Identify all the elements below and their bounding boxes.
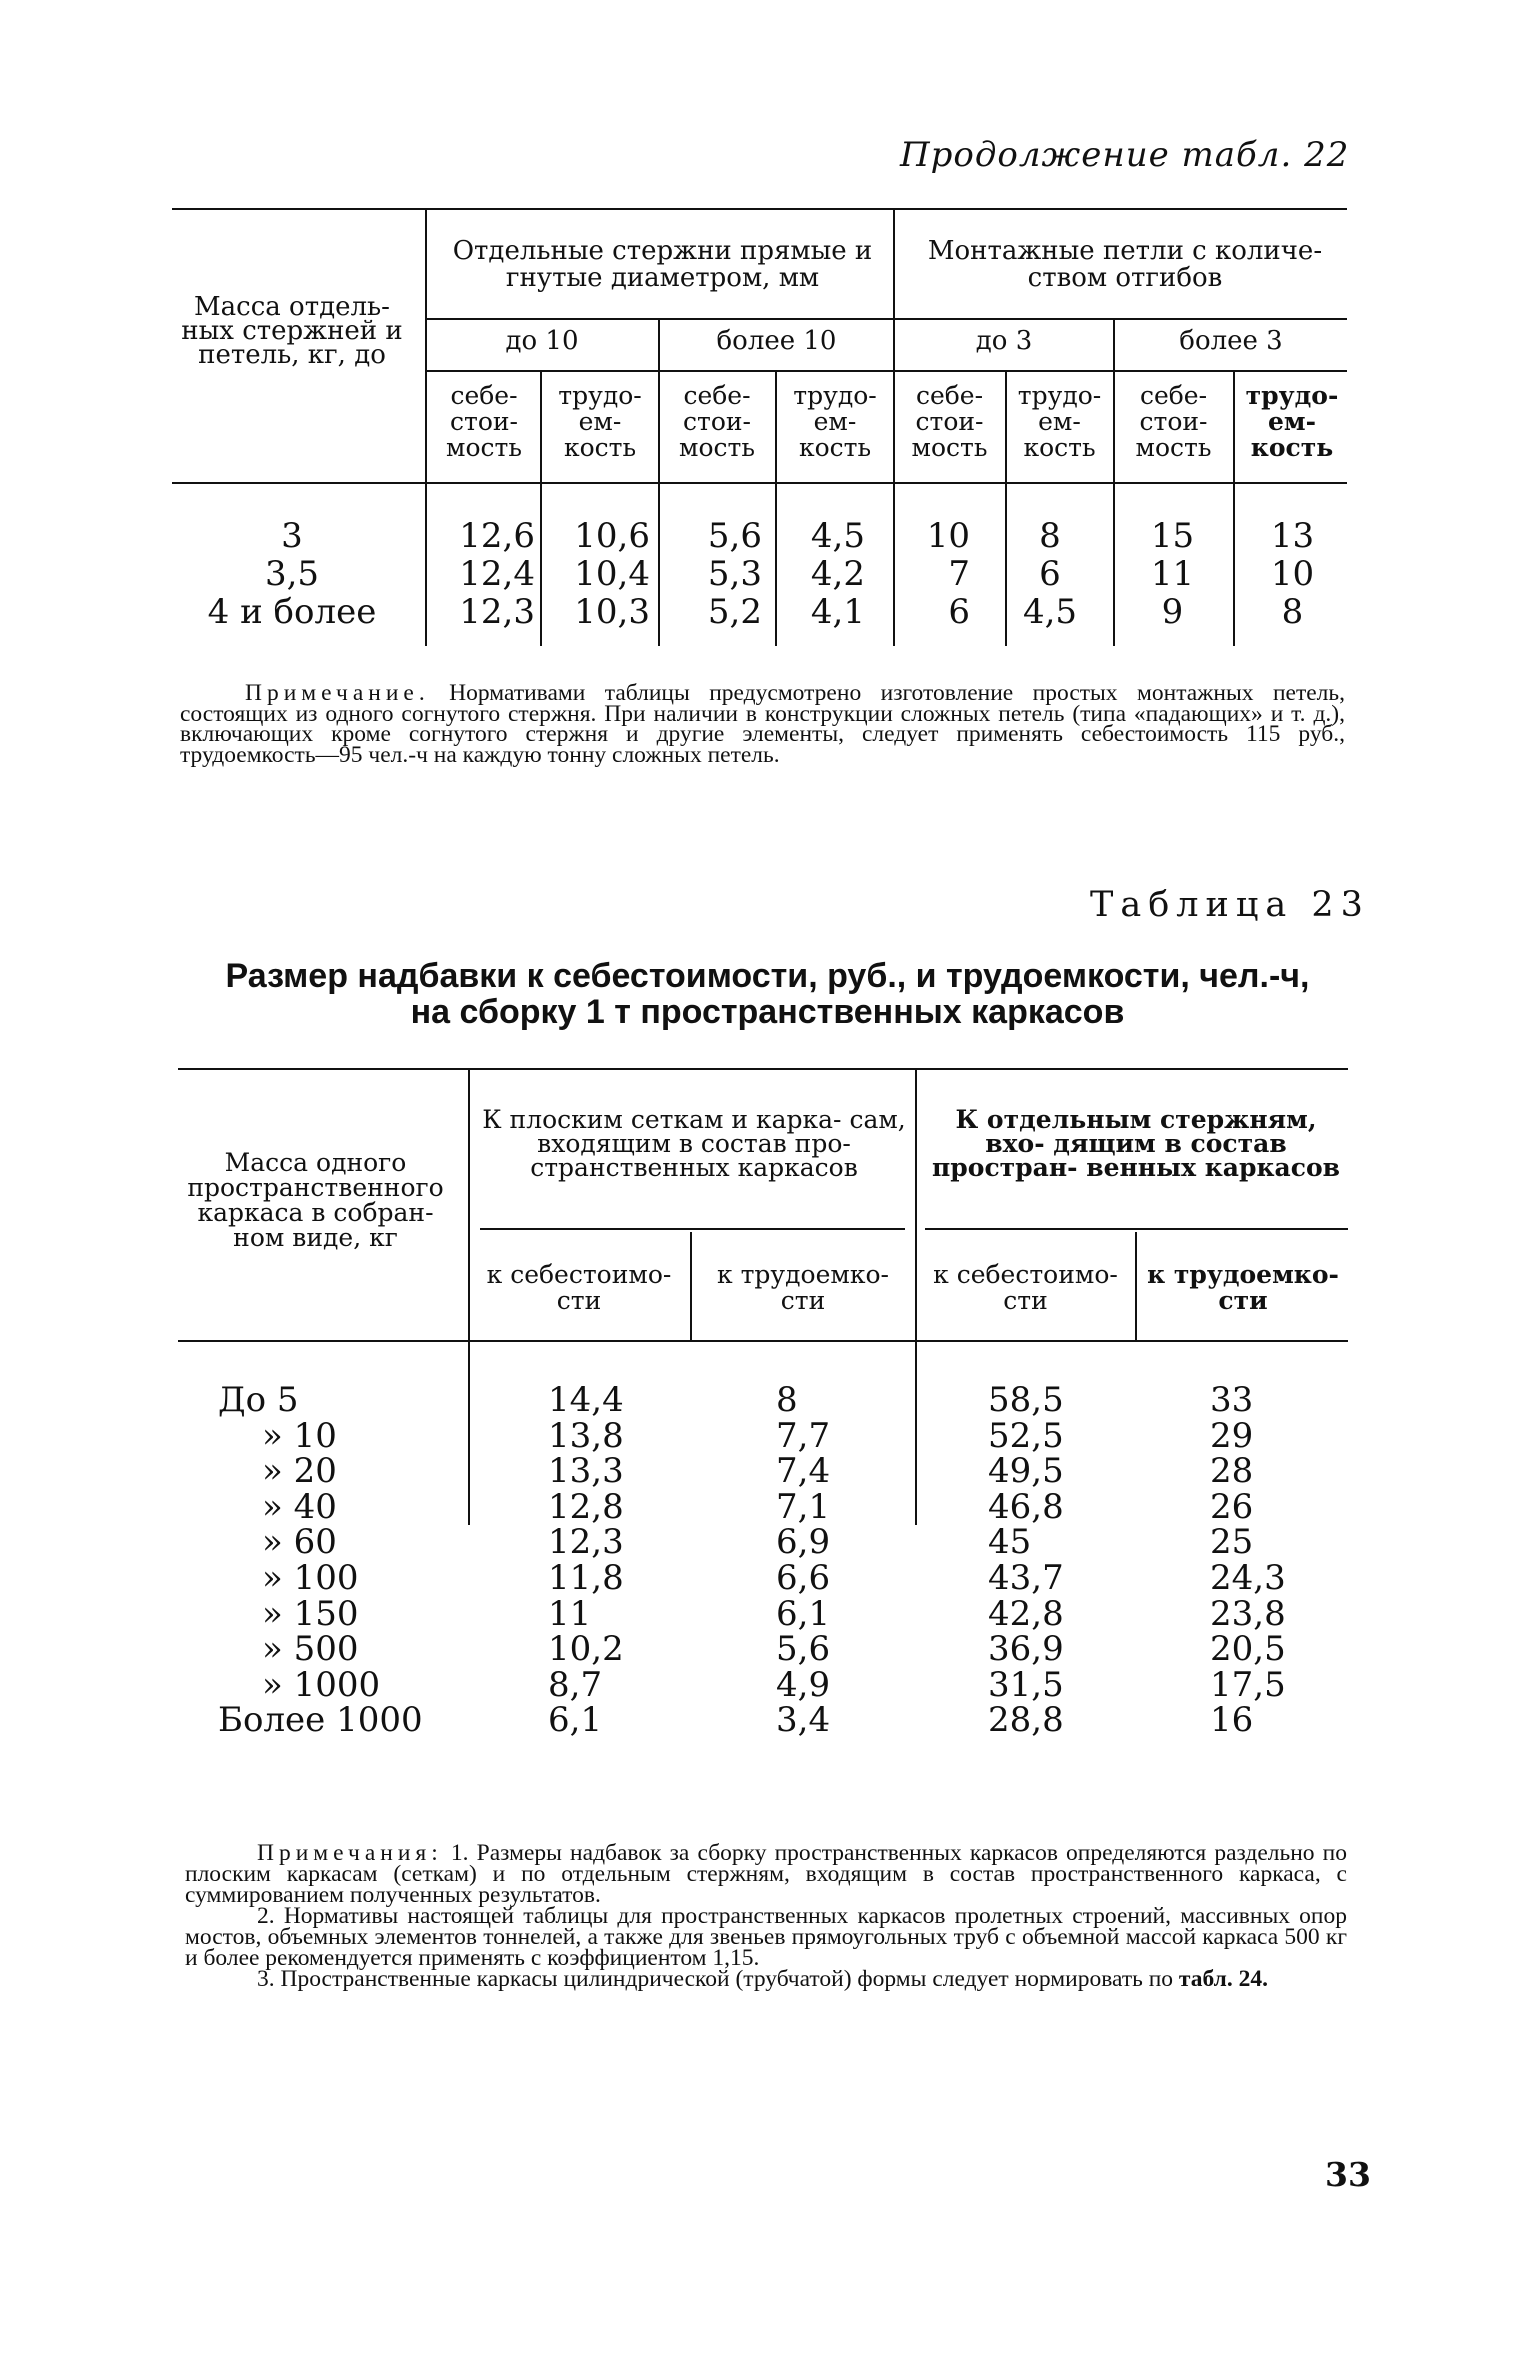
table22-group-rule [425,318,1347,320]
table23-value: 28 [1210,1451,1254,1491]
table22-value: 4,5 [810,516,865,556]
table23-mass: До 5 [218,1380,299,1420]
table22-value: 5,3 [707,554,762,594]
table23-value: 58,5 [988,1380,1064,1420]
table23-label: Таблица 23 [1090,885,1370,925]
table22-column-header: трудо- ем- кость [1017,381,1102,462]
table23-value: 23,8 [1210,1594,1286,1634]
table22-top-rule [172,208,1347,210]
table22-value: 9 [1161,592,1184,632]
table23-value: 36,9 [988,1629,1064,1669]
table22-value: 6 [948,592,970,632]
table22-mass: 3 [281,516,303,556]
table22-vline [893,210,895,646]
table22-value: 8 [1039,516,1061,556]
table22-note [180,680,1345,768]
table23-value: 7,1 [776,1487,831,1527]
table22-vline [1233,370,1235,646]
table23-value: 16 [1210,1700,1254,1740]
table23-group-header: К плоским сеткам и карка- сам, входящим в состав про- странственных каркасов [482,1105,906,1182]
table22-subheader: более 3 [1179,326,1283,356]
table23-value: 7,7 [776,1416,831,1456]
table22-value: 8 [1281,592,1304,632]
table23-mass: » 40 [262,1487,337,1527]
table22-vline [775,370,777,646]
table22-vline [540,370,542,646]
table23-mass: » 20 [262,1451,337,1491]
table22-mass: 4 и более [207,592,377,632]
table22-vline [1005,370,1007,646]
table23-mass: Более 1000 [218,1700,423,1740]
table22-vline [1113,370,1115,646]
table22-column-header: трудо- ем- кость [1245,381,1339,462]
table23-column-header: к трудоемко- сти [717,1260,889,1315]
table22-value: 10 [926,516,970,556]
table23-value: 6,6 [776,1558,831,1598]
table23-mass: » 10 [262,1416,337,1456]
table22-column-header: трудо- ем- кость [793,381,877,462]
table23-value: 4,9 [776,1665,831,1705]
table23-value: 8 [776,1380,798,1420]
table23-value: 24,3 [1210,1558,1286,1598]
table22-value: 5,2 [707,592,762,632]
table22-value: 5,6 [707,516,762,556]
table22-vline [425,210,427,646]
table22-value: 11 [1150,554,1195,594]
table23-top-rule [178,1068,1348,1070]
table23-value: 33 [1210,1380,1254,1420]
table23-mass: » 1000 [262,1665,381,1705]
table22-value: 4,5 [1022,592,1078,632]
table22-column-header: трудо- ем- кость [558,381,642,462]
table22-value: 6 [1039,554,1061,594]
table22-column-header: себе- стои- мость [446,381,522,462]
table23-row-header: Масса одного пространственного каркаса в собран- ном виде, кг [187,1148,444,1252]
table23-title-line1: Размер надбавки к себестоимости, руб., и трудоемкости, чел.-ч, [225,957,1310,995]
table23-value: 14,4 [548,1380,624,1420]
table22-group-header: Монтажные петли с количе- ством отгибов [927,236,1323,293]
table23-value: 6,1 [776,1594,831,1634]
table23-value: 6,9 [776,1522,831,1562]
table23-value: 28,8 [988,1700,1064,1740]
table23-mass: » 150 [262,1594,359,1634]
table23-value: 45 [988,1522,1032,1562]
table23-value: 49,5 [988,1451,1064,1491]
table23-mass: » 500 [262,1629,359,1669]
table23-value: 17,5 [1210,1665,1286,1705]
table23-value: 13,3 [548,1451,624,1491]
table22-subheader: до 3 [975,326,1033,356]
table22-column-header: себе- стои- мость [911,381,988,462]
table22-value: 4,1 [810,592,865,632]
table23-value: 8,7 [548,1665,603,1705]
table23-header-bottom-rule [178,1340,1348,1342]
note-reference: табл. 24. [1178,1966,1268,1992]
table23-value: 42,8 [988,1594,1064,1634]
table22-value: 13 [1270,516,1315,556]
table23-value: 52,5 [988,1416,1064,1456]
table23-group-rule [480,1228,905,1230]
note-item: 2. Нормативы настоящей таблицы для пространственных каркасов пролетных строений, массивных опор мостов, объемных элементов тоннелей, а также для звеньев прямоугольных труб с объемной массой каркаса 500 кг и более рекомендуется применять с коэффициентом 1,15. [185,1903,1347,1971]
table22-vline [658,370,660,646]
table22-value: 12,4 [459,554,535,594]
table23-value: 26 [1210,1487,1254,1527]
table22-value: 10,4 [574,554,650,594]
table23-mass: » 100 [262,1558,359,1598]
note-item: 3. Пространственные каркасы цилиндрической (трубчатой) формы следует нормировать по [257,1966,1179,1992]
table22-row-header: Масса отдель- ных стержней и петель, кг, до [181,292,403,370]
table23-value: 7,4 [776,1451,831,1491]
table22-value: 15 [1150,516,1195,556]
note-label: Примечание. [245,680,430,706]
table22-value: 10,6 [574,516,650,556]
table23-value: 20,5 [1210,1629,1286,1669]
table23-column-header: к трудоемко- сти [1147,1260,1339,1315]
table23-value: 10,2 [548,1629,624,1669]
table23-mass: » 60 [262,1522,337,1562]
table23-column-header: к себестоимо- сти [933,1260,1118,1315]
table23-value: 3,4 [776,1700,831,1740]
table23-group-rule [925,1228,1348,1230]
table22-value: 10 [1270,554,1315,594]
table23-value: 13,8 [548,1416,624,1456]
table22-value: 7 [948,554,970,594]
table23-value: 25 [1210,1522,1254,1562]
note-item: 1. Размеры надбавок за сборку пространственных каркасов определяются раздельно по плоским каркасам (сеткам) и по отдельным стержням, входящим в состав пространственного каркаса, с суммированием полученных результатов. [185,1840,1347,1908]
table22-subheader: до 10 [505,326,579,356]
table22-mass: 3,5 [264,554,320,594]
page-number: 33 [1325,2155,1371,2194]
table22-value: 10,3 [574,592,650,632]
table23-notes [185,1840,1347,1992]
table22-subheader: более 10 [716,326,837,356]
table22-value: 12,3 [459,592,535,632]
table23-value: 11 [548,1594,592,1634]
note-text: Нормативами таблицы предусмотрено изготовление простых монтажных петель, состоящих из одного согнутого стержня. При наличии в конструкции сложных петель (типа «падающих» и т. д.), включающих кроме согнутого стержня и другие элементы, следует применять себестоимость 115 руб., трудоемкость—95 чел.-ч на каждую тонну сложных петель. [180,680,1345,768]
table23-value: 31,5 [988,1665,1064,1705]
table23-group-header: К отдельным стержням, вхо- дящим в состав простран- венных каркасов [931,1105,1341,1182]
table23-value: 29 [1210,1416,1254,1456]
table22-group-header: Отдельные стержни прямые и гнутые диаметром, мм [452,236,873,293]
notes-label: Примечания: [257,1840,443,1866]
table22-sub-rule [425,370,1347,372]
table22-value: 12,6 [459,516,535,556]
table22-value: 4,2 [810,554,865,594]
table23-value: 43,7 [988,1558,1064,1598]
table22-column-header: себе- стои- мость [1135,381,1212,462]
table23-value: 12,8 [548,1487,624,1527]
table23-vline [1135,1232,1137,1340]
table23-value: 11,8 [548,1558,624,1598]
continuation-label: Продолжение табл. 22 [900,135,1350,175]
table23-value: 6,1 [548,1700,603,1740]
table23-vline [915,1070,917,1525]
table22-column-header: себе- стои- мость [679,381,755,462]
table22-header-bottom-rule [172,482,1347,484]
table23-value: 12,3 [548,1522,624,1562]
table23-value: 46,8 [988,1487,1064,1527]
table23-value: 5,6 [776,1629,831,1669]
table23-column-header: к себестоимо- сти [486,1260,672,1315]
table23-vline [690,1232,692,1340]
table23-title-line2: на сборку 1 т пространственных каркасов [410,993,1125,1031]
